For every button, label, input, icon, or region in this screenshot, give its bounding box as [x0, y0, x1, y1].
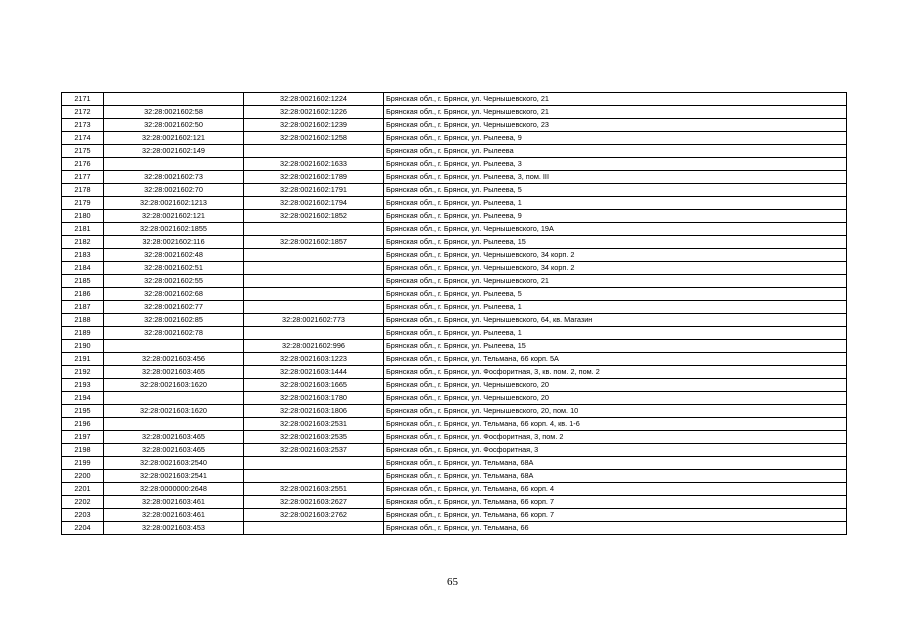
row-number-cell: 2188 [62, 314, 104, 327]
row-number-cell: 2198 [62, 444, 104, 457]
address-cell: Брянская обл., г. Брянск, ул. Тельмана, 68А [384, 470, 847, 483]
address-cell: Брянская обл., г. Брянск, ул. Чернышевского, 64, кв. Магазин [384, 314, 847, 327]
parcel-number-cell: 32:28:0021602:78 [104, 327, 244, 340]
address-cell: Брянская обл., г. Брянск, ул. Чернышевского, 20 [384, 379, 847, 392]
parcel-number-cell: 32:28:0021602:149 [104, 145, 244, 158]
address-cell: Брянская обл., г. Брянск, ул. Рылеева, 1 [384, 197, 847, 210]
page-number: 65 [447, 576, 458, 588]
address-cell: Брянская обл., г. Брянск, ул. Чернышевского, 21 [384, 275, 847, 288]
object-number-cell: 32:28:0021603:1444 [244, 366, 384, 379]
table-row [62, 431, 847, 444]
parcel-number-cell [104, 340, 244, 353]
address-cell: Брянская обл., г. Брянск, ул. Рылеева, 5 [384, 184, 847, 197]
address-cell: Брянская обл., г. Брянск, ул. Рылеева, 3 [384, 158, 847, 171]
parcel-number-cell: 32:28:0021602:1855 [104, 223, 244, 236]
object-number-cell [244, 327, 384, 340]
address-cell: Брянская обл., г. Брянск, ул. Рылеева, 9 [384, 210, 847, 223]
object-number-cell: 32:28:0021603:1665 [244, 379, 384, 392]
row-number-cell: 2203 [62, 509, 104, 522]
table-row [62, 457, 847, 470]
object-number-cell: 32:28:0021603:2551 [244, 483, 384, 496]
object-number-cell [244, 457, 384, 470]
table-row [62, 93, 847, 106]
object-number-cell: 32:28:0021602:996 [244, 340, 384, 353]
parcel-number-cell: 32:28:0021602:51 [104, 262, 244, 275]
row-number-cell: 2199 [62, 457, 104, 470]
table-row [62, 275, 847, 288]
parcel-number-cell: 32:28:0021603:461 [104, 509, 244, 522]
table-row [62, 340, 847, 353]
table-row [62, 444, 847, 457]
object-number-cell [244, 522, 384, 535]
table-row [62, 106, 847, 119]
row-number-cell: 2197 [62, 431, 104, 444]
table-row [62, 249, 847, 262]
parcel-number-cell: 32:28:0000000:2648 [104, 483, 244, 496]
parcel-number-cell: 32:28:0021602:121 [104, 132, 244, 145]
address-cell: Брянская обл., г. Брянск, ул. Рылеева, 1 [384, 327, 847, 340]
address-cell: Брянская обл., г. Брянск, ул. Тельмана, 66 корп. 4, кв. 1-6 [384, 418, 847, 431]
object-number-cell [244, 249, 384, 262]
row-number-cell: 2185 [62, 275, 104, 288]
parcel-number-cell: 32:28:0021602:116 [104, 236, 244, 249]
object-number-cell [244, 301, 384, 314]
object-number-cell: 32:28:0021603:1223 [244, 353, 384, 366]
row-number-cell: 2172 [62, 106, 104, 119]
parcel-number-cell [104, 418, 244, 431]
object-number-cell [244, 145, 384, 158]
object-number-cell: 32:28:0021602:1789 [244, 171, 384, 184]
row-number-cell: 2201 [62, 483, 104, 496]
row-number-cell: 2186 [62, 288, 104, 301]
table-row [62, 288, 847, 301]
parcel-number-cell: 32:28:0021603:461 [104, 496, 244, 509]
table-row [62, 522, 847, 535]
row-number-cell: 2187 [62, 301, 104, 314]
object-number-cell: 32:28:0021602:1857 [244, 236, 384, 249]
parcel-number-cell: 32:28:0021602:1213 [104, 197, 244, 210]
object-number-cell: 32:28:0021602:1852 [244, 210, 384, 223]
table-row [62, 470, 847, 483]
parcel-number-cell: 32:28:0021602:70 [104, 184, 244, 197]
object-number-cell: 32:28:0021603:2535 [244, 431, 384, 444]
object-number-cell: 32:28:0021603:2627 [244, 496, 384, 509]
address-cell: Брянская обл., г. Брянск, ул. Тельмана, 66 [384, 522, 847, 535]
parcel-number-cell: 32:28:0021602:73 [104, 171, 244, 184]
table-row [62, 509, 847, 522]
parcel-number-cell: 32:28:0021603:1620 [104, 405, 244, 418]
row-number-cell: 2181 [62, 223, 104, 236]
row-number-cell: 2190 [62, 340, 104, 353]
object-number-cell [244, 223, 384, 236]
object-number-cell: 32:28:0021603:2531 [244, 418, 384, 431]
table-row [62, 145, 847, 158]
address-cell: Брянская обл., г. Брянск, ул. Чернышевского, 34 корп. 2 [384, 249, 847, 262]
table-row [62, 197, 847, 210]
table-row [62, 496, 847, 509]
row-number-cell: 2182 [62, 236, 104, 249]
row-number-cell: 2174 [62, 132, 104, 145]
parcel-number-cell: 32:28:0021603:1620 [104, 379, 244, 392]
parcel-number-cell: 32:28:0021603:465 [104, 444, 244, 457]
address-cell: Брянская обл., г. Брянск, ул. Фосфоритная, 3, кв. пом. 2, пом. 2 [384, 366, 847, 379]
table-row [62, 210, 847, 223]
row-number-cell: 2193 [62, 379, 104, 392]
table-row [62, 236, 847, 249]
object-number-cell: 32:28:0021603:2537 [244, 444, 384, 457]
cadastral-registry-table [61, 92, 847, 535]
address-cell: Брянская обл., г. Брянск, ул. Чернышевского, 21 [384, 93, 847, 106]
object-number-cell: 32:28:0021603:1780 [244, 392, 384, 405]
address-cell: Брянская обл., г. Брянск, ул. Рылеева, 3, пом. III [384, 171, 847, 184]
address-cell: Брянская обл., г. Брянск, ул. Чернышевского, 34 корп. 2 [384, 262, 847, 275]
table-row [62, 262, 847, 275]
object-number-cell: 32:28:0021602:1239 [244, 119, 384, 132]
table-row [62, 392, 847, 405]
row-number-cell: 2204 [62, 522, 104, 535]
address-cell: Брянская обл., г. Брянск, ул. Чернышевского, 23 [384, 119, 847, 132]
address-cell: Брянская обл., г. Брянск, ул. Тельмана, 66 корп. 7 [384, 496, 847, 509]
address-cell: Брянская обл., г. Брянск, ул. Тельмана, 66 корп. 4 [384, 483, 847, 496]
object-number-cell [244, 275, 384, 288]
row-number-cell: 2191 [62, 353, 104, 366]
table-row [62, 483, 847, 496]
address-cell: Брянская обл., г. Брянск, ул. Рылеева, 15 [384, 236, 847, 249]
row-number-cell: 2184 [62, 262, 104, 275]
address-cell: Брянская обл., г. Брянск, ул. Рылеева, 15 [384, 340, 847, 353]
object-number-cell [244, 262, 384, 275]
parcel-number-cell: 32:28:0021603:2540 [104, 457, 244, 470]
object-number-cell [244, 288, 384, 301]
table-row [62, 366, 847, 379]
parcel-number-cell: 32:28:0021602:50 [104, 119, 244, 132]
parcel-number-cell: 32:28:0021602:58 [104, 106, 244, 119]
object-number-cell: 32:28:0021603:1806 [244, 405, 384, 418]
table-row [62, 119, 847, 132]
object-number-cell: 32:28:0021603:2762 [244, 509, 384, 522]
table-row [62, 184, 847, 197]
table-row [62, 223, 847, 236]
table-row [62, 379, 847, 392]
address-cell: Брянская обл., г. Брянск, ул. Тельмана, 66 корп. 7 [384, 509, 847, 522]
parcel-number-cell: 32:28:0021602:48 [104, 249, 244, 262]
row-number-cell: 2177 [62, 171, 104, 184]
object-number-cell: 32:28:0021602:1794 [244, 197, 384, 210]
parcel-number-cell: 32:28:0021602:77 [104, 301, 244, 314]
row-number-cell: 2171 [62, 93, 104, 106]
parcel-number-cell: 32:28:0021603:453 [104, 522, 244, 535]
object-number-cell: 32:28:0021602:1258 [244, 132, 384, 145]
table-row [62, 132, 847, 145]
row-number-cell: 2175 [62, 145, 104, 158]
address-cell: Брянская обл., г. Брянск, ул. Чернышевского, 21 [384, 106, 847, 119]
parcel-number-cell [104, 158, 244, 171]
table-row [62, 314, 847, 327]
row-number-cell: 2173 [62, 119, 104, 132]
address-cell: Брянская обл., г. Брянск, ул. Рылеева, 9 [384, 132, 847, 145]
parcel-number-cell: 32:28:0021602:55 [104, 275, 244, 288]
table-row [62, 301, 847, 314]
parcel-number-cell: 32:28:0021602:121 [104, 210, 244, 223]
parcel-number-cell: 32:28:0021603:2541 [104, 470, 244, 483]
address-cell: Брянская обл., г. Брянск, ул. Фосфоритная, 3 [384, 444, 847, 457]
row-number-cell: 2176 [62, 158, 104, 171]
address-cell: Брянская обл., г. Брянск, ул. Тельмана, 66 корп. 5А [384, 353, 847, 366]
address-cell: Брянская обл., г. Брянск, ул. Тельмана, 68А [384, 457, 847, 470]
row-number-cell: 2196 [62, 418, 104, 431]
object-number-cell: 32:28:0021602:1224 [244, 93, 384, 106]
object-number-cell: 32:28:0021602:773 [244, 314, 384, 327]
row-number-cell: 2194 [62, 392, 104, 405]
row-number-cell: 2180 [62, 210, 104, 223]
row-number-cell: 2202 [62, 496, 104, 509]
address-cell: Брянская обл., г. Брянск, ул. Чернышевского, 20 [384, 392, 847, 405]
table-row [62, 158, 847, 171]
table-row [62, 418, 847, 431]
parcel-number-cell: 32:28:0021602:68 [104, 288, 244, 301]
parcel-number-cell [104, 392, 244, 405]
address-cell: Брянская обл., г. Брянск, ул. Рылеева, 1 [384, 301, 847, 314]
table-row [62, 171, 847, 184]
parcel-number-cell: 32:28:0021603:465 [104, 366, 244, 379]
row-number-cell: 2200 [62, 470, 104, 483]
object-number-cell [244, 470, 384, 483]
address-cell: Брянская обл., г. Брянск, ул. Рылеева, 5 [384, 288, 847, 301]
parcel-number-cell: 32:28:0021603:465 [104, 431, 244, 444]
object-number-cell: 32:28:0021602:1633 [244, 158, 384, 171]
parcel-number-cell: 32:28:0021603:456 [104, 353, 244, 366]
address-cell: Брянская обл., г. Брянск, ул. Чернышевского, 20, пом. 10 [384, 405, 847, 418]
row-number-cell: 2178 [62, 184, 104, 197]
row-number-cell: 2179 [62, 197, 104, 210]
parcel-number-cell: 32:28:0021602:85 [104, 314, 244, 327]
object-number-cell: 32:28:0021602:1791 [244, 184, 384, 197]
table-row [62, 353, 847, 366]
registry-table-body [62, 93, 847, 535]
row-number-cell: 2195 [62, 405, 104, 418]
row-number-cell: 2183 [62, 249, 104, 262]
object-number-cell: 32:28:0021602:1226 [244, 106, 384, 119]
table-row [62, 327, 847, 340]
row-number-cell: 2189 [62, 327, 104, 340]
address-cell: Брянская обл., г. Брянск, ул. Фосфоритная, 3, пом. 2 [384, 431, 847, 444]
parcel-number-cell [104, 93, 244, 106]
table-row [62, 405, 847, 418]
address-cell: Брянская обл., г. Брянск, ул. Рылеева [384, 145, 847, 158]
address-cell: Брянская обл., г. Брянск, ул. Чернышевского, 19А [384, 223, 847, 236]
row-number-cell: 2192 [62, 366, 104, 379]
